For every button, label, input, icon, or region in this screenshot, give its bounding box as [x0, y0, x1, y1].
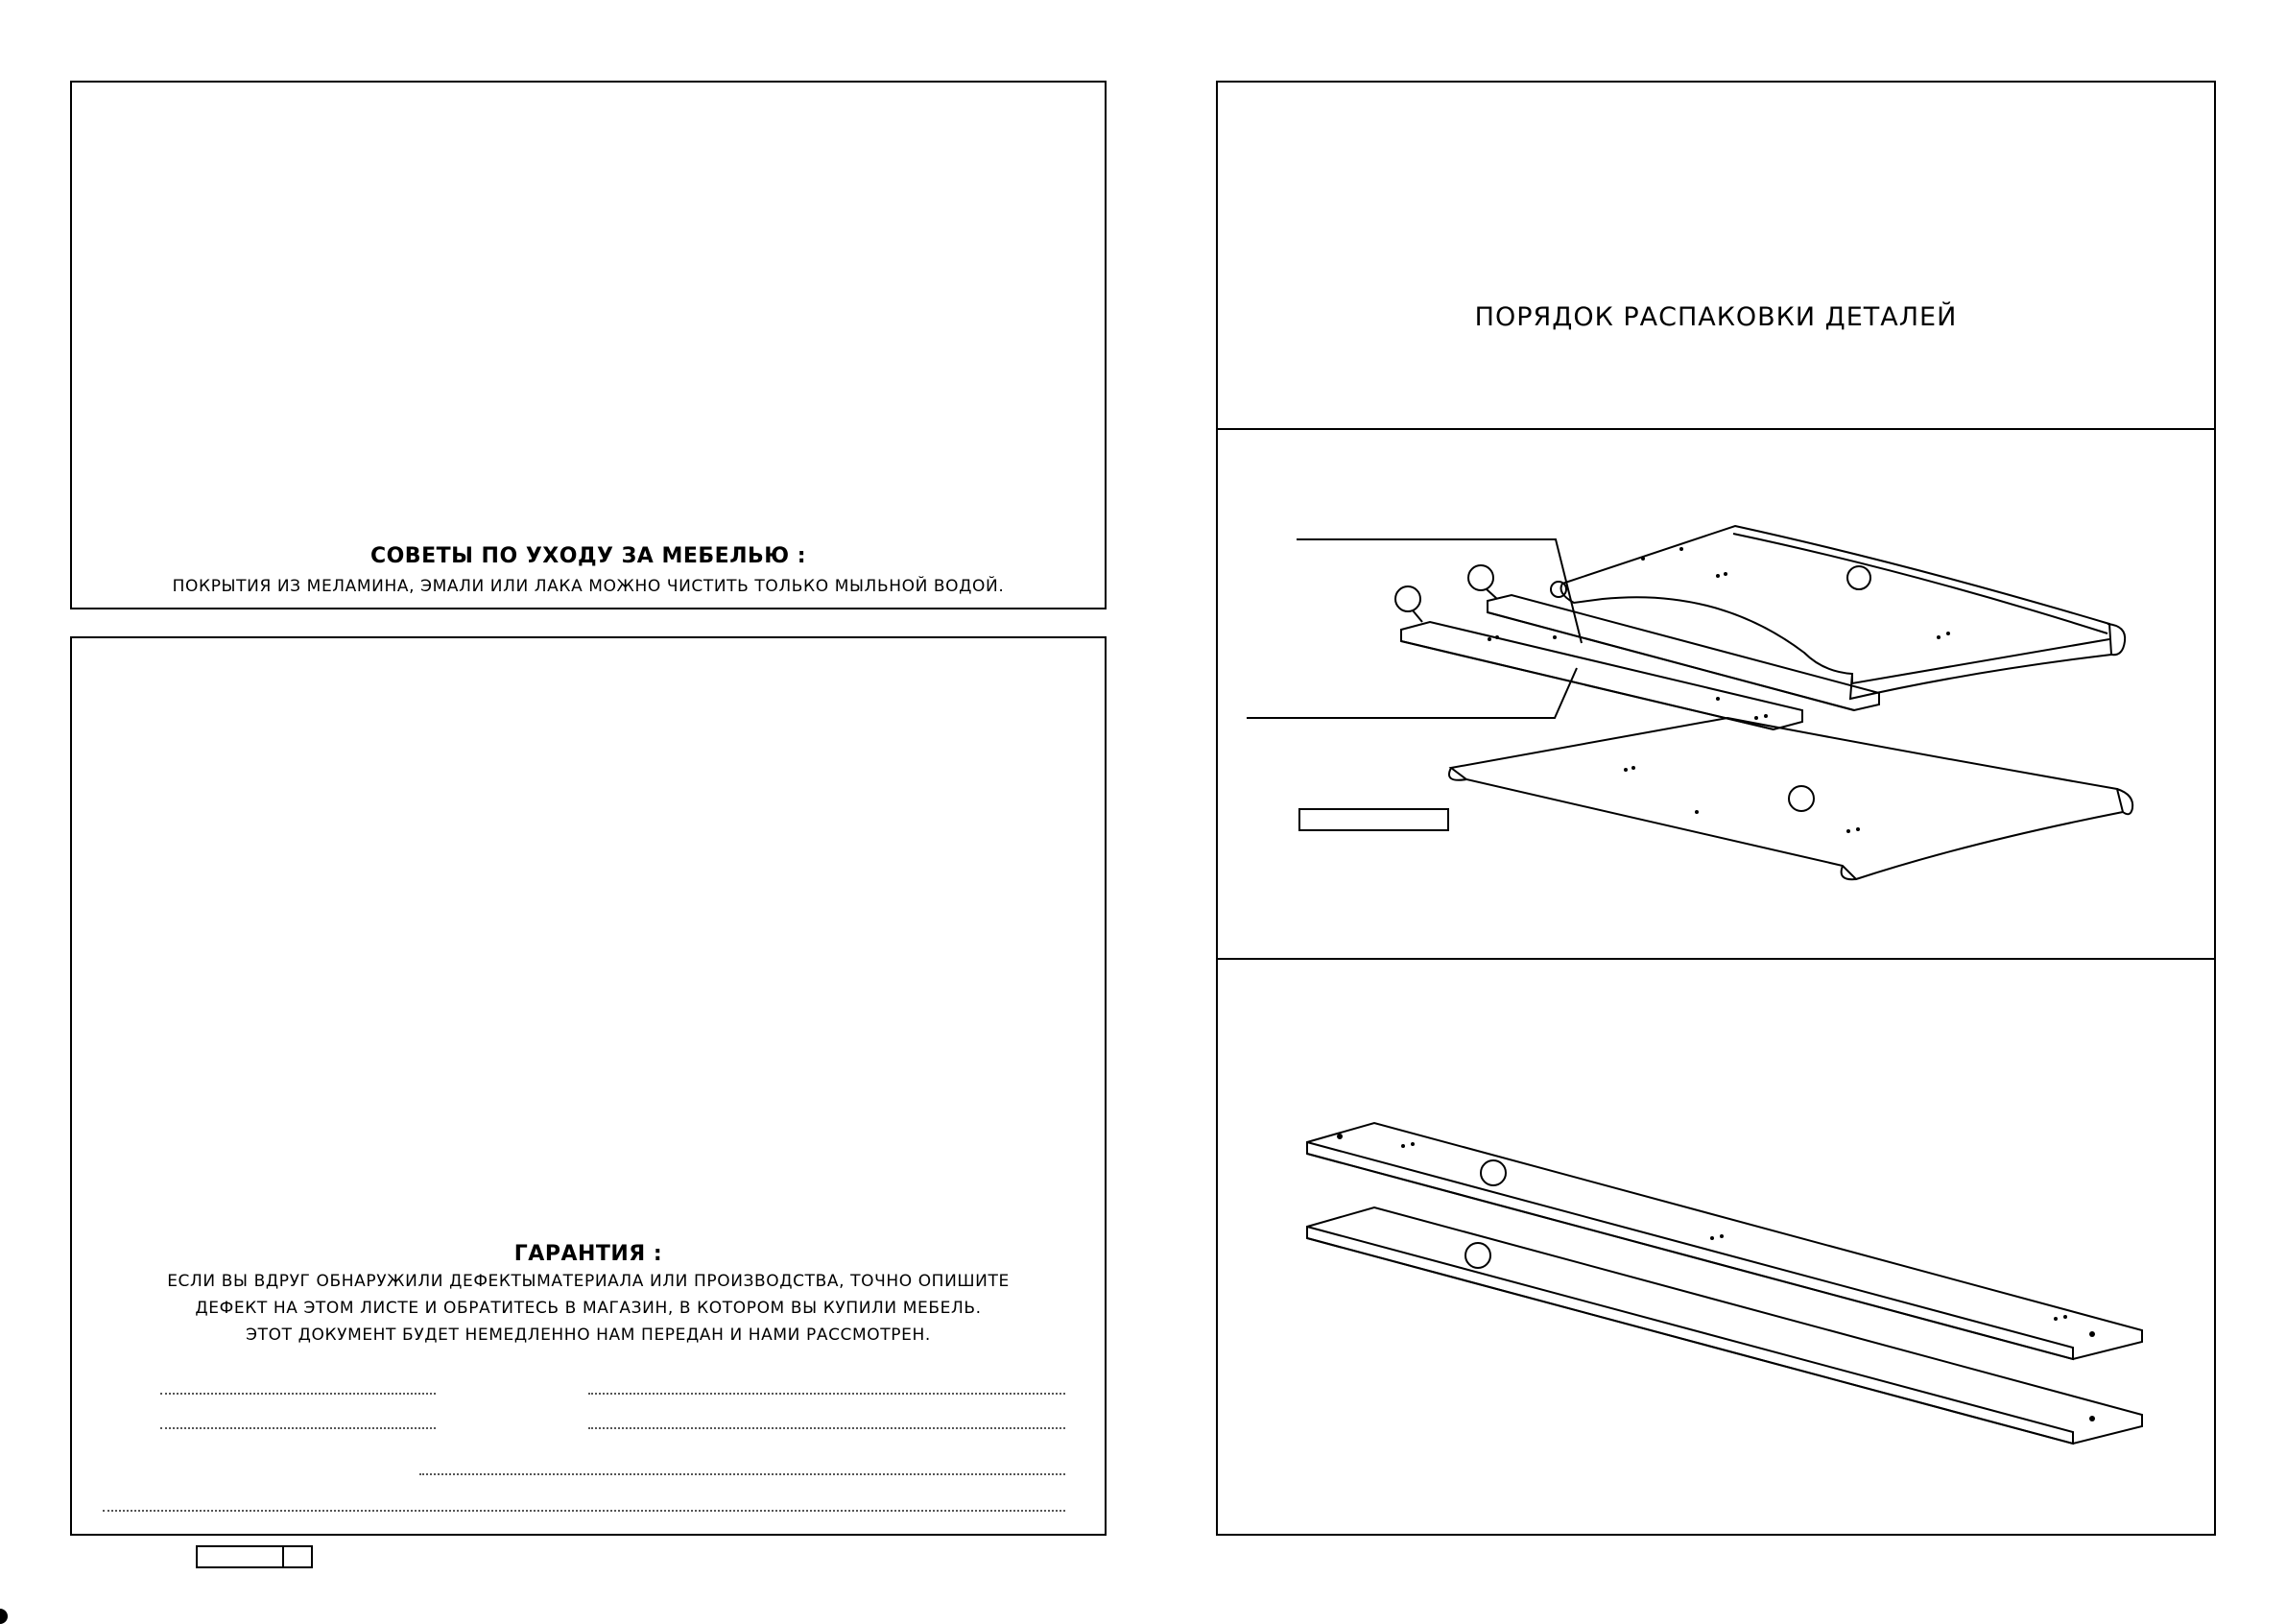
warranty-title: ГАРАНТИЯ : — [513, 1242, 663, 1266]
long-board-lower — [1307, 1207, 2142, 1444]
unpacking-title: ПОРЯДОК РАСПАКОВКИ ДЕТАЛЕЙ — [1474, 302, 1958, 332]
hole-dots — [1337, 547, 2095, 1421]
warranty-line-2: ДЕФЕКТ НА ЭТОМ ЛИСТЕ И ОБРАТИТЕСЬ В МАГАЗИН, В КОТОРОМ ВЫ КУПИЛИ МЕБЕЛЬ. — [195, 1299, 982, 1318]
upper-panel — [1551, 526, 2125, 699]
warranty-line-3: ЭТОТ ДОКУМЕНТ БУДЕТ НЕМЕДЛЕННО НАМ ПЕРЕДАН И НАМИ РАССМОТРЕН. — [246, 1325, 931, 1345]
care-tips-text: ПОКРЫТИЯ ИЗ МЕЛАМИНА, ЭМАЛИ ИЛИ ЛАКА МОЖНО ЧИСТИТЬ ТОЛЬКО МЫЛЬНОЙ ВОДОЙ. — [172, 577, 1005, 596]
long-board-upper — [1307, 1123, 2142, 1359]
side-rail-lower — [1395, 586, 1802, 729]
leader-lines — [1247, 539, 1582, 718]
care-tips-title: СОВЕТЫ ПО УХОДУ ЗА МЕБЕЛЬЮ : — [369, 544, 807, 568]
part-label-box — [1299, 809, 1448, 830]
warranty-line-1: ЕСЛИ ВЫ ВДРУГ ОБНАРУЖИЛИ ДЕФЕКТЫМАТЕРИАЛА ИЛИ ПРОИЗВОДСТВА, ТОЧНО ОПИШИТЕ — [167, 1272, 1010, 1291]
lower-panel — [1449, 718, 2132, 879]
side-rail-upper — [1468, 565, 1879, 710]
